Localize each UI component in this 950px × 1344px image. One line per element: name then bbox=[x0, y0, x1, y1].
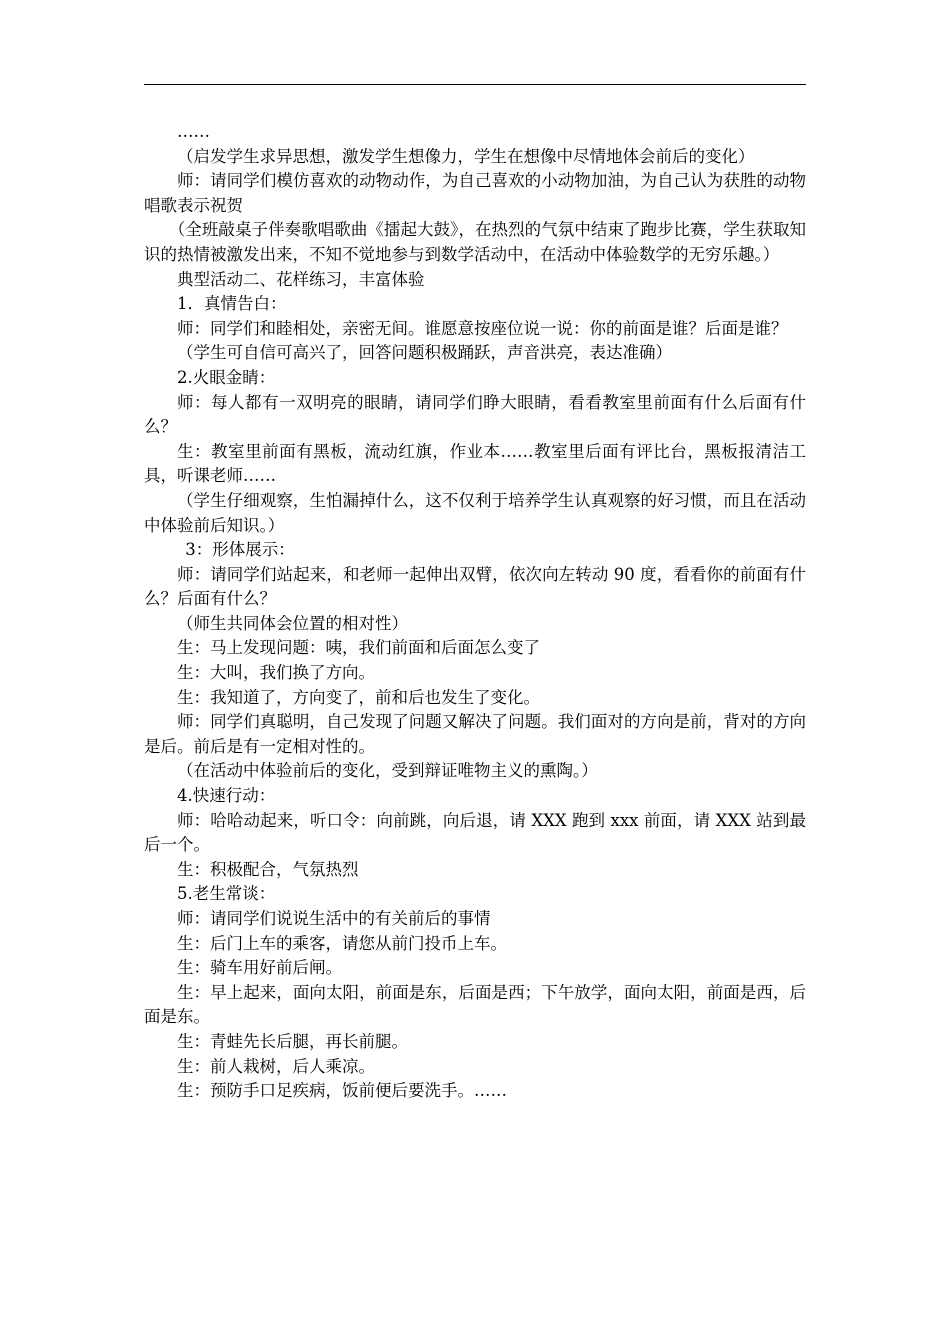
paragraph: 3：形体展示： bbox=[185, 540, 295, 560]
paragraph: 师：同学们真聪明，自己发现了问题又解决了问题。我们面对的方向是前，背对的方向是后。前后是有一定相对性的。 bbox=[144, 712, 806, 756]
paragraph: 生：马上发现问题：咦，我们前面和后面怎么变了 bbox=[177, 638, 540, 658]
paragraph: 生：后门上车的乘客，请您从前门投币上车。 bbox=[177, 933, 507, 953]
paragraph: …… bbox=[177, 122, 210, 141]
paragraph: （全班敲桌子伴奏歌唱歌曲《擂起大鼓》，在热烈的气氛中结束了跑步比赛，学生获取知识的热情被激发出来，不知不觉地参与到数学活动中，在活动中体验数学的无穷乐趣。） bbox=[144, 220, 806, 264]
paragraph: 生：预防手口足疾病，饭前便后要洗手。…… bbox=[177, 1081, 507, 1101]
paragraph: （学生可自信可高兴了，回答问题积极踊跃，声音洪亮，表达准确） bbox=[177, 343, 672, 363]
paragraph: 师：请同学们站起来，和老师一起伸出双臂，依次向左转动 90 度，看看你的前面有什么？后面有什么？ bbox=[144, 564, 806, 609]
header-rule bbox=[144, 84, 806, 85]
paragraph: 生：早上起来，面向太阳，前面是东，后面是西；下午放学，面向太阳，前面是西，后面是东。 bbox=[144, 982, 806, 1027]
paragraph: 师：请同学们说说生活中的有关前后的事情 bbox=[177, 909, 491, 928]
paragraph: 生：教室里前面有黑板，流动红旗，作业本……教室里后面有评比台，黑板报清洁工具，听课老师…… bbox=[144, 441, 806, 486]
paragraph: 生：前人栽树，后人乘凉。 bbox=[177, 1056, 375, 1076]
paragraph: 师：哈哈动起来，听口令：向前跳，向后退，请 XXX 跑到 xxx 前面，请 XXX 站到最后一个。 bbox=[144, 810, 806, 855]
paragraph: 生：大叫，我们换了方向。 bbox=[177, 663, 375, 683]
paragraph: （启发学生求异思想，激发学生想像力，学生在想像中尽情地体会前后的变化） bbox=[177, 146, 755, 166]
paragraph: 4.快速行动： bbox=[177, 786, 276, 806]
paragraph: 生：青蛙先长后腿，再长前腿。 bbox=[177, 1031, 408, 1051]
paragraph: （在活动中体验前后的变化，受到辩证唯物主义的熏陶。） bbox=[177, 761, 598, 781]
paragraph: 师：请同学们模仿喜欢的动物动作，为自己喜欢的小动物加油，为自己认为获胜的动物唱歌表示祝贺 bbox=[144, 171, 806, 215]
paragraph: 生：骑车用好前后闸。 bbox=[177, 958, 342, 978]
paragraph: 生：我知道了，方向变了，前和后也发生了变化。 bbox=[177, 687, 540, 707]
body-text bbox=[144, 120, 806, 1104]
paragraph: 1．真情告白： bbox=[177, 294, 287, 314]
paragraph: 师：每人都有一双明亮的眼睛，请同学们睁大眼睛，看看教室里前面有什么后面有什么？ bbox=[144, 392, 806, 437]
paragraph: 5.老生常谈： bbox=[177, 884, 276, 904]
paragraph: （学生仔细观察，生怕漏掉什么，这不仅利于培养学生认真观察的好习惯，而且在活动中体验前后知识。） bbox=[144, 490, 806, 535]
paragraph: （师生共同体会位置的相对性） bbox=[177, 613, 408, 633]
paragraph: 生：积极配合，气氛热烈 bbox=[177, 859, 359, 879]
paragraph: 2.火眼金睛： bbox=[177, 367, 276, 387]
section-heading: 典型活动二、花样练习，丰富体验 bbox=[177, 269, 425, 289]
paragraph: 师：同学们和睦相处，亲密无间。谁愿意按座位说一说：你的前面是谁？后面是谁？ bbox=[177, 318, 788, 338]
